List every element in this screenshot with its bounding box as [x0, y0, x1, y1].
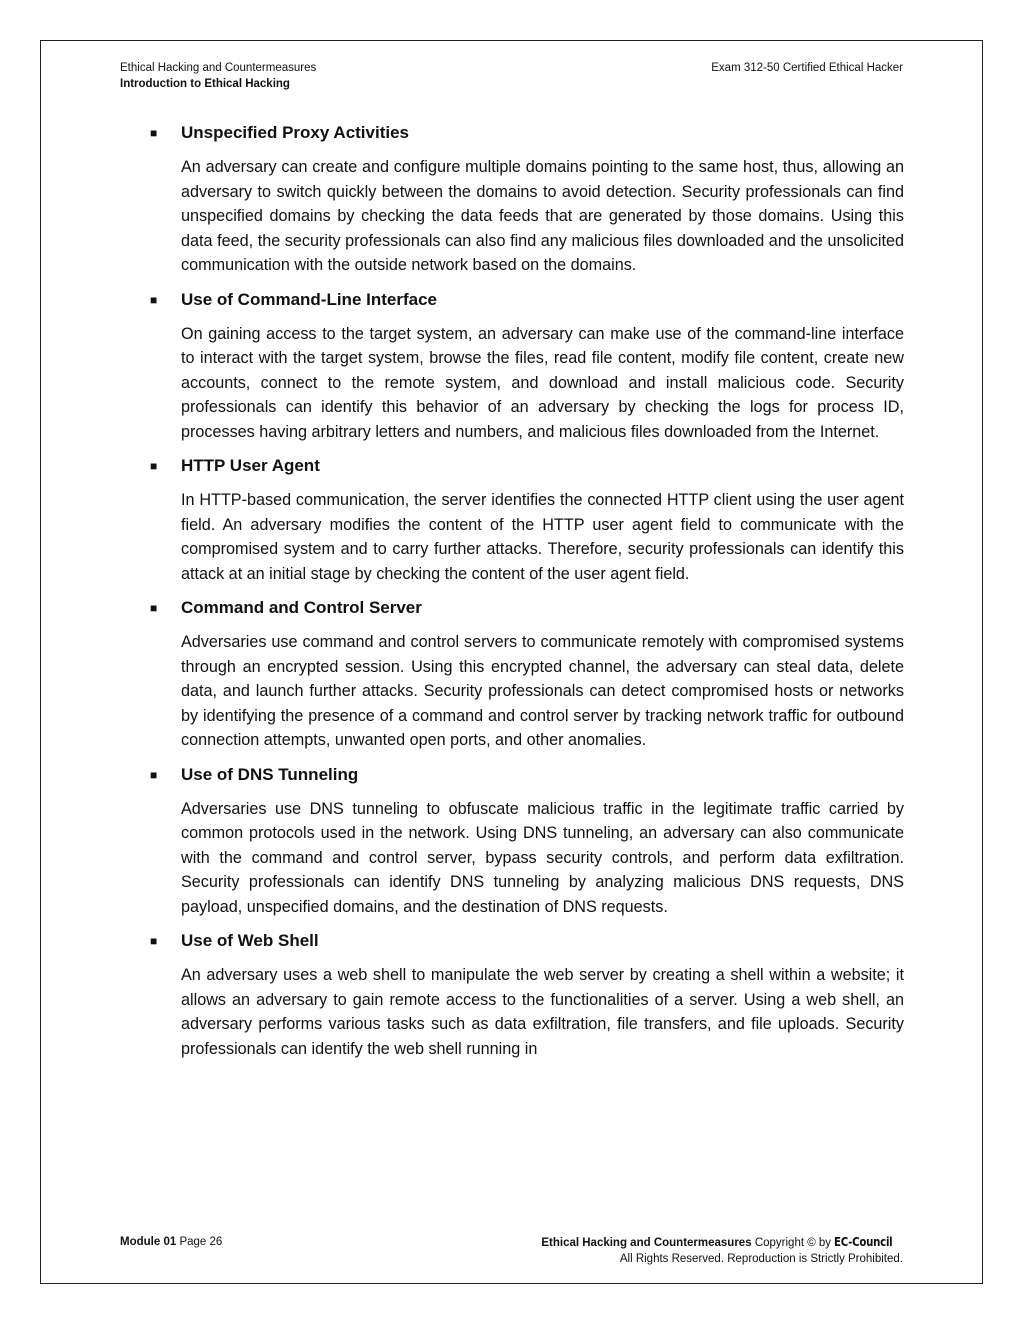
section-heading: ■ HTTP User Agent [150, 454, 904, 478]
page-content [150, 121, 904, 1071]
course-title: Ethical Hacking and Countermeasures [120, 62, 317, 74]
footer-page-info [120, 1234, 222, 1250]
bullet-icon: ■ [150, 459, 158, 473]
section-heading: ■ Command and Control Server [150, 596, 904, 620]
bullet-icon: ■ [150, 934, 158, 948]
section-body: In HTTP-based communication, the server identifies the connected HTTP client using the user agent field. An adversary modifies the content of the HTTP user agent field to communicate with the compromised system and to carry further attacks. Therefore, security professionals can identify this attack at an initial stage by checking the content of the user agent field. [181, 491, 904, 583]
module-title: Introduction to Ethical Hacking [120, 78, 290, 90]
section-command-line [150, 288, 904, 445]
section-http-user-agent [150, 454, 904, 586]
header-left [120, 60, 316, 92]
bullet-icon: ■ [150, 292, 158, 307]
section-heading: ■ Use of Web Shell [150, 929, 904, 953]
section-web-shell [150, 929, 904, 1061]
section-heading: ■ Use of Command-Line Interface [150, 288, 904, 312]
section-body: On gaining access to the target system, an adversary can make use of the command-line interface to interact with the target system, browse the files, read file content, modify file content, create new accounts, connect to the remote system, and download and install malicious code. Security professionals can identify this behavior of an adversary by checking the logs for process ID, processes having arbitrary letters and numbers, and malicious files downloaded from the Internet. [181, 324, 904, 441]
section-body: An adversary can create and configure multiple domains pointing to the same host, thus, allowing an adversary to switch quickly between the domains to avoid detection. Security professionals can find unspecified domains by checking the data feeds that are generated by those domains. Using this data feed, the security professionals can also find any malicious files downloaded and the unsolicited communication with the outside network based on the domains. [181, 158, 904, 274]
bullet-icon: ■ [150, 126, 158, 140]
footer-copyright [541, 1234, 903, 1267]
module-label: Module 01 [120, 1236, 177, 1248]
section-body: Adversaries use command and control servers to communicate remotely with compromised systems through an encrypted session. Using this encrypted channel, the adversary can steal data, delete data, and launch further attacks. Security professionals can detect compromised hosts or networks by identifying the presence of a command and control server by tracking network traffic for outbound connection attempts, unwanted open ports, and other anomalies. [181, 633, 904, 749]
section-body: An adversary uses a web shell to manipulate the web server by creating a shell within a website; it allows an adversary to gain remote access to the functionalities of a server. Using a web shell, an adversary performs various tasks such as data exfiltration, file transfers, and file uploads. Security professionals can identify the web shell running in [181, 966, 904, 1058]
copyright-course: Ethical Hacking and Countermeasures [541, 1237, 752, 1249]
ec-council-logo: EC-Council [834, 1235, 893, 1249]
section-body: Adversaries use DNS tunneling to obfuscate malicious traffic in the legitimate traffic carried by common protocols used in the network. Using DNS tunneling, an adversary can also communicate with the command and control server, bypass security controls, and perform data exfiltration. Security professionals can identify DNS tunneling by analyzing malicious DNS requests, DNS payload, unspecified domains, and the destination of DNS requests. [181, 799, 904, 916]
section-command-control [150, 596, 904, 753]
bullet-icon: ■ [150, 767, 158, 782]
page-label: Page 26 [179, 1236, 223, 1248]
section-heading: ■ Use of DNS Tunneling [150, 763, 904, 787]
exam-title: Exam 312-50 Certified Ethical Hacker [711, 62, 903, 74]
section-unspecified-proxy [150, 121, 904, 278]
section-heading: ■ Unspecified Proxy Activities [150, 121, 904, 145]
section-dns-tunneling [150, 763, 904, 920]
copyright-text: Copyright © by [754, 1237, 832, 1249]
bullet-icon: ■ [150, 601, 158, 615]
rights-reserved: All Rights Reserved. Reproduction is Strictly Prohibited. [619, 1253, 903, 1265]
